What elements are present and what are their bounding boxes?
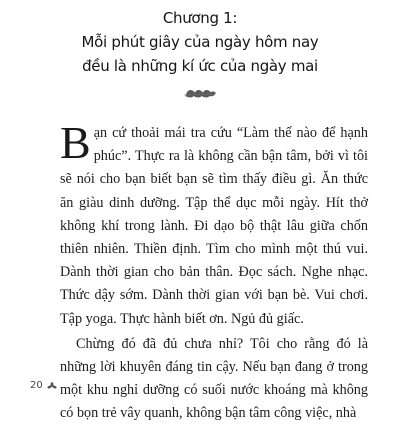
page-footer bbox=[30, 380, 57, 391]
chapter-title-line-2: đều là những kí ức của ngày mai bbox=[82, 57, 318, 75]
chapter-number: Chương 1: bbox=[162, 9, 238, 27]
page-number: 20 bbox=[30, 380, 43, 391]
body-text bbox=[60, 117, 368, 426]
drop-cap: B bbox=[60, 117, 91, 168]
chapter-title-line-1: Mỗi phút giây của ngày hôm nay bbox=[81, 33, 319, 51]
paragraph-1 bbox=[60, 117, 368, 331]
small-flower-ornament-icon bbox=[47, 382, 57, 390]
paragraph-2: Chừng đó đã đủ chưa nhỉ? Tôi cho rằng đó là những lời khuyên đáng tin cậy. Nếu bạn đang ở trong một khu nghỉ dưỡng có suối nước khoáng mà không có bọn trẻ vây quanh, không bận tâm công việc, nhà bbox=[60, 335, 368, 422]
paragraph-1-text: ạn cứ thoải mái tra cứu “Làm thế nào để hạnh phúc”. Thực ra là không cần bận tâm, bởi vì tôi sẽ nói cho bạn biết bạn sẽ tìm thấy điều gì. Ăn thức ăn giàu dinh dưỡng. Tập thể dục mỗi ngày. Hít thở không khí trong lành. Đi dạo bộ thật lâu giữa chốn thiên nhiên. Thiền định. Tìm cho mình một thú vui. Dành thời gian cho bản thân. Đọc sách. Nghe nhạc. Thức dậy sớm. Dành thời gian với bạn bè. Vui chơi. Tập yoga. Thực hành biết ơn. Ngủ đủ giấc. bbox=[60, 125, 368, 327]
leaf-ornament-icon bbox=[183, 87, 217, 101]
chapter-heading bbox=[0, 6, 400, 78]
